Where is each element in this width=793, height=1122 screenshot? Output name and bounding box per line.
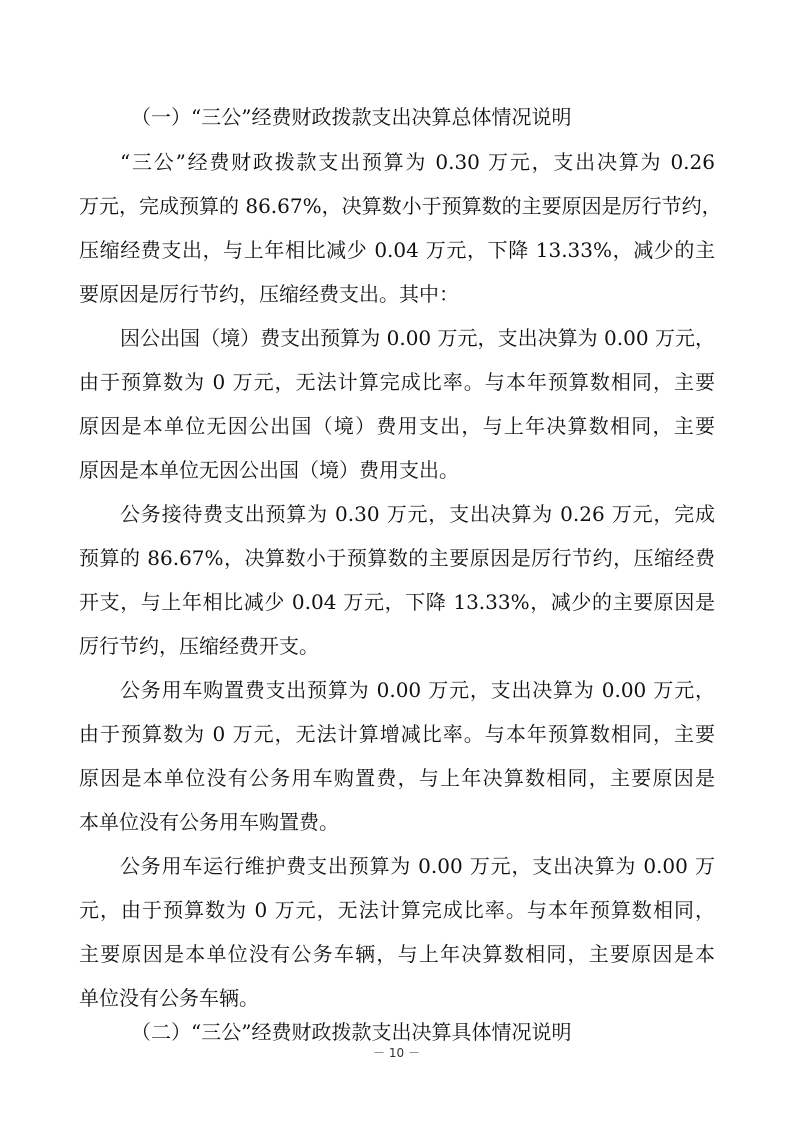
paragraph-5-line-4: 单位没有公务车辆。 [79,986,259,1010]
paragraph-3-line-4: 厉行节约，压缩经费开支。 [79,634,319,658]
paragraph-4-line-3: 原因是本单位没有公务用车购置费，与上年决算数相同，主要原因是 [79,766,715,790]
section-heading-2: （二）“三公”经费财政拨款支出决算具体情况说明 [131,1020,572,1044]
paragraph-1-line-1: “三公”经费财政拨款支出预算为 0.30 万元，支出决算为 0.26 [120,150,715,174]
paragraph-4-line-4: 本单位没有公务用车购置费。 [79,810,339,834]
paragraph-2-line-3: 原因是本单位无因公出国（境）费用支出，与上年决算数相同，主要 [79,414,715,438]
paragraph-3-line-1: 公务接待费支出预算为 0.30 万元，支出决算为 0.26 万元，完成 [120,502,715,526]
paragraph-1-line-2: 万元，完成预算的 86.67%，决算数小于预算数的主要原因是厉行节约， [79,194,722,218]
paragraph-4-line-2: 由于预算数为 0 万元，无法计算增减比率。与本年预算数相同，主要 [79,722,715,746]
paragraph-3-line-2: 预算的 86.67%，决算数小于预算数的主要原因是厉行节约，压缩经费 [79,546,715,570]
paragraph-4-line-1: 公务用车购置费支出预算为 0.00 万元，支出决算为 0.00 万元， [120,678,715,702]
section-heading-1: （一）“三公”经费财政拨款支出决算总体情况说明 [131,105,572,129]
paragraph-2-line-4: 原因是本单位无因公出国（境）费用支出。 [79,458,459,482]
paragraph-1-line-4: 要原因是厉行节约，压缩经费支出。其中： [79,282,459,306]
paragraph-2-line-2: 由于预算数为 0 万元，无法计算完成比率。与本年预算数相同，主要 [79,370,715,394]
paragraph-1-line-3: 压缩经费支出，与上年相比减少 0.04 万元，下降 13.33%，减少的主 [79,238,715,262]
paragraph-3-line-3: 开支，与上年相比减少 0.04 万元，下降 13.33%，减少的主要原因是 [79,590,715,614]
paragraph-5-line-3: 主要原因是本单位没有公务车辆，与上年决算数相同，主要原因是本 [79,942,715,966]
paragraph-2-line-1: 因公出国（境）费支出预算为 0.00 万元，支出决算为 0.00 万元， [120,326,715,350]
paragraph-5-line-1: 公务用车运行维护费支出预算为 0.00 万元，支出决算为 0.00 万 [120,854,715,878]
paragraph-5-line-2: 元，由于预算数为 0 万元，无法计算完成比率。与本年预算数相同， [79,898,715,922]
page-number: － 10 － [373,1046,420,1060]
